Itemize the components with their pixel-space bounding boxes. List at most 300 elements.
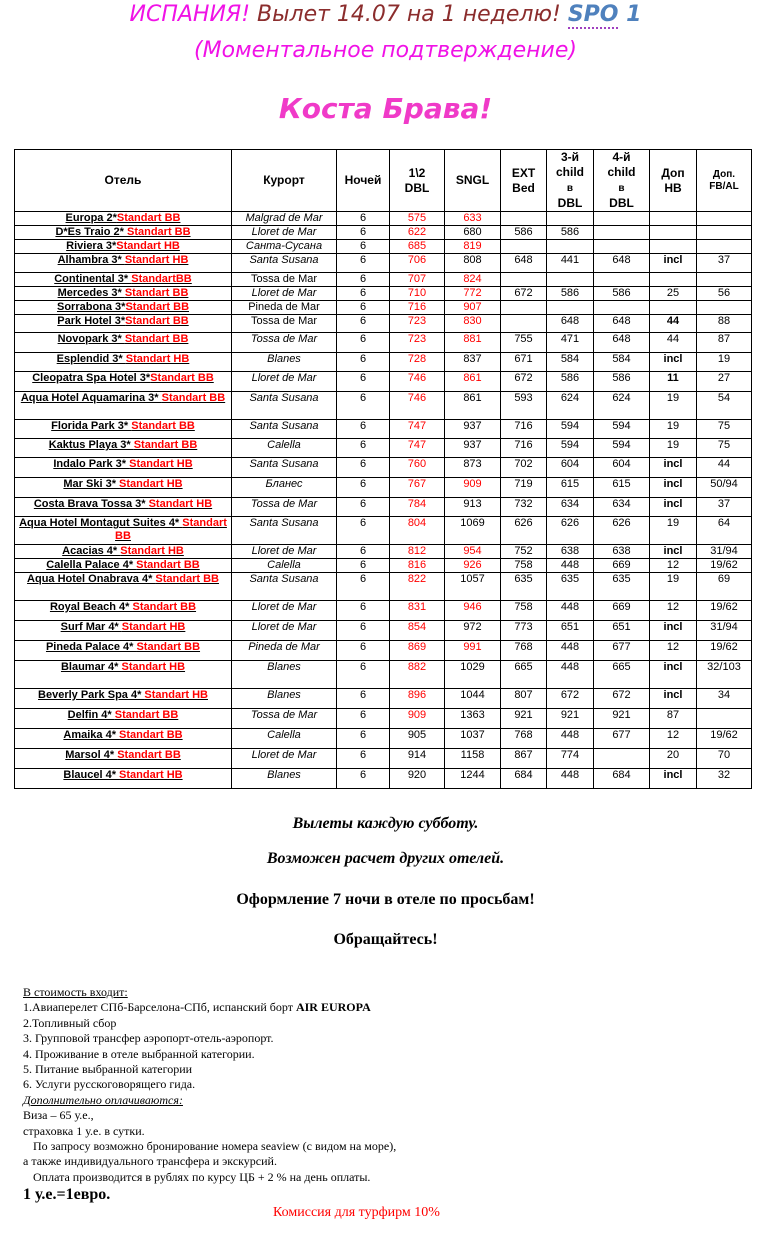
hotel-name[interactable]: Park Hotel 3* <box>57 315 126 327</box>
ext-bed-price: 626 <box>501 517 547 545</box>
extra-hb-price: incl <box>650 254 697 273</box>
hotel-name[interactable]: Indalo Park 3* <box>53 458 130 470</box>
hotel-name[interactable]: Mercedes 3* <box>57 287 125 299</box>
table-row <box>15 729 752 749</box>
resort-cell: Blanes <box>232 769 337 789</box>
nights-cell: 6 <box>337 749 390 769</box>
hotel-name[interactable]: Riviera 3* <box>66 240 117 252</box>
meal-plan[interactable]: Standart HB <box>119 478 183 490</box>
extra-hb-price: incl <box>650 458 697 478</box>
col-resort: Курорт <box>232 150 337 212</box>
hotel-name-cell <box>15 273 232 287</box>
sngl-price: 873 <box>445 458 501 478</box>
sngl-price: 1044 <box>445 689 501 709</box>
hotel-name[interactable]: Florida Park 3* <box>51 420 132 432</box>
hotel-name[interactable]: Alhambra 3* <box>57 254 125 266</box>
hotel-name[interactable]: Pineda Palace 4* <box>45 641 137 653</box>
extra-fb-al-price: 75 <box>697 439 752 458</box>
third-child-price: 448 <box>547 641 594 661</box>
departure-label: Вылет 14.07 на 1 неделю! <box>257 2 561 27</box>
extra-fb-al-price: 19 <box>697 353 752 372</box>
extra-hb-price <box>650 226 697 240</box>
third-child-price: 586 <box>547 287 594 301</box>
extra-hb-price: incl <box>650 353 697 372</box>
hotel-name[interactable]: Costa Brava Tossa 3* <box>33 498 149 510</box>
extra-hb-price: 87 <box>650 709 697 729</box>
included-item-transfer: 3. Групповой трансфер аэропорт-отель-аэропорт. <box>23 1031 274 1046</box>
ext-bed-price: 719 <box>501 478 547 498</box>
fourth-child-price <box>594 273 650 287</box>
table-row <box>15 212 752 226</box>
half-dbl-price: 707 <box>390 273 445 287</box>
fourth-child-price: 677 <box>594 641 650 661</box>
table-row <box>15 315 752 333</box>
extra-fb-al-price: 19/62 <box>697 729 752 749</box>
meal-plan[interactable]: Standart BB <box>132 601 197 613</box>
resort-cell: Pineda de Mar <box>232 641 337 661</box>
fourth-child-price: 635 <box>594 573 650 601</box>
meal-plan[interactable]: Standart HB <box>144 689 208 701</box>
half-dbl-price: 812 <box>390 545 445 559</box>
third-child-price: 638 <box>547 545 594 559</box>
extra-fb-al-price: 69 <box>697 573 752 601</box>
meal-plan[interactable]: Standart BB <box>161 392 226 404</box>
extra-visa: Виза – 65 у.е., <box>23 1108 94 1123</box>
hotel-name-cell <box>15 601 232 621</box>
nights-cell: 6 <box>337 641 390 661</box>
third-child-price <box>547 273 594 287</box>
sngl-price: 913 <box>445 498 501 517</box>
ext-bed-price <box>501 273 547 287</box>
hotel-name-cell <box>15 301 232 315</box>
meal-plan[interactable]: Standart BB <box>131 420 195 432</box>
third-child-price <box>547 240 594 254</box>
third-child-price: 448 <box>547 661 594 689</box>
resort-cell: Tossa de Mar <box>232 315 337 333</box>
meal-plan[interactable]: Standart BB <box>133 439 198 451</box>
fourth-child-price: 665 <box>594 661 650 689</box>
ext-bed-price: 593 <box>501 392 547 420</box>
resort-cell: Calella <box>232 729 337 749</box>
hotel-name[interactable]: Novopark 3* <box>57 333 125 345</box>
fourth-child-price: 634 <box>594 498 650 517</box>
ext-bed-price: 648 <box>501 254 547 273</box>
hotel-name[interactable]: Mar Ski 3* <box>63 478 120 490</box>
included-section <box>23 985 396 1205</box>
hotel-name[interactable]: Sorrabona 3* <box>56 301 126 313</box>
meal-plan[interactable]: Standart HB <box>116 240 180 252</box>
third-child-price: 651 <box>547 621 594 641</box>
third-child-price: 648 <box>547 315 594 333</box>
hotel-name[interactable]: Calella Palace 4* <box>46 559 137 571</box>
meal-plan[interactable]: Standart BB <box>117 749 181 761</box>
third-child-price: 586 <box>547 226 594 240</box>
hotel-name[interactable]: D*Es Traio 2* <box>55 226 127 238</box>
half-dbl-price: 914 <box>390 749 445 769</box>
meal-plan[interactable]: Standart HB <box>124 254 189 266</box>
table-row <box>15 601 752 621</box>
table-row <box>15 254 752 273</box>
third-child-price: 626 <box>547 517 594 545</box>
fourth-child-price: 584 <box>594 353 650 372</box>
third-child-price: 594 <box>547 420 594 439</box>
third-child-price <box>547 301 594 315</box>
extra-hb-price <box>650 212 697 226</box>
table-row <box>15 559 752 573</box>
extra-fb-al-price: 87 <box>697 333 752 353</box>
third-child-price: 604 <box>547 458 594 478</box>
hotel-name[interactable]: Aqua Hotel Montagut Suites 4* <box>19 517 183 529</box>
half-dbl-price: 854 <box>390 621 445 641</box>
sngl-price: 972 <box>445 621 501 641</box>
ext-bed-price: 672 <box>501 287 547 301</box>
fourth-child-price: 651 <box>594 621 650 641</box>
extra-fb-al-price: 34 <box>697 689 752 709</box>
half-dbl-price: 747 <box>390 439 445 458</box>
hotel-name[interactable]: Kaktus Playa 3* <box>48 439 134 451</box>
ext-bed-price: 752 <box>501 545 547 559</box>
resort-cell: Blanes <box>232 661 337 689</box>
third-child-price <box>547 212 594 226</box>
nights-cell: 6 <box>337 372 390 392</box>
third-child-price: 584 <box>547 353 594 372</box>
nights-cell: 6 <box>337 498 390 517</box>
included-item-accommodation: 4. Проживание в отеле выбранной категории. <box>23 1046 255 1061</box>
fourth-child-price: 594 <box>594 420 650 439</box>
half-dbl-price: 804 <box>390 517 445 545</box>
table-row <box>15 458 752 478</box>
hotel-name-cell <box>15 641 232 661</box>
fourth-child-price: 684 <box>594 769 650 789</box>
table-row <box>15 573 752 601</box>
third-child-price: 635 <box>547 573 594 601</box>
meal-plan[interactable]: Standart HB <box>125 353 190 365</box>
spo-label: SPO <box>567 2 619 27</box>
nights-cell: 6 <box>337 573 390 601</box>
meal-plan[interactable]: Standart HB <box>120 545 184 557</box>
half-dbl-price: 784 <box>390 498 445 517</box>
sngl-price: 937 <box>445 439 501 458</box>
included-heading: В стоимость входит: <box>23 985 128 999</box>
ext-bed-price: 716 <box>501 420 547 439</box>
hotel-name[interactable]: Marsol 4* <box>65 749 118 761</box>
meal-plan[interactable]: Standart BB <box>124 287 189 299</box>
extra-hb-price: incl <box>650 689 697 709</box>
note-individual-transfer: а также индивидуального трансфера и экскурсий. <box>23 1154 277 1169</box>
table-row <box>15 273 752 287</box>
extra-fb-al-price: 19/62 <box>697 641 752 661</box>
third-child-price: 471 <box>547 333 594 353</box>
fourth-child-price: 624 <box>594 392 650 420</box>
half-dbl-price: 746 <box>390 372 445 392</box>
extra-fb-al-price: 31/94 <box>697 621 752 641</box>
third-child-price: 921 <box>547 709 594 729</box>
meal-plan[interactable]: Standart BB <box>155 573 219 585</box>
table-row <box>15 353 752 372</box>
hotel-name-cell <box>15 689 232 709</box>
price-table <box>14 149 752 789</box>
hotel-name-cell <box>15 661 232 689</box>
hotel-name[interactable]: Beverly Park Spa 4* <box>38 689 145 701</box>
extra-fb-al-price: 44 <box>697 458 752 478</box>
nights-cell: 6 <box>337 212 390 226</box>
meal-plan[interactable]: Standart BB <box>136 641 201 653</box>
resort-cell: Santa Susana <box>232 458 337 478</box>
table-row <box>15 621 752 641</box>
half-dbl-price: 716 <box>390 301 445 315</box>
hotel-name[interactable]: Continental 3* <box>54 273 132 285</box>
third-child-price: 624 <box>547 392 594 420</box>
hotel-name[interactable]: Blaucel 4* <box>63 769 120 781</box>
extra-hb-price <box>650 301 697 315</box>
hotel-name[interactable]: Delfin 4* <box>67 709 115 721</box>
resort-cell: Santa Susana <box>232 392 337 420</box>
fourth-child-price: 586 <box>594 287 650 301</box>
ext-bed-price: 665 <box>501 661 547 689</box>
nights-cell: 6 <box>337 392 390 420</box>
half-dbl-price: 723 <box>390 333 445 353</box>
col-nights: Ночей <box>337 150 390 212</box>
ext-bed-price: 773 <box>501 621 547 641</box>
nights-cell: 6 <box>337 353 390 372</box>
nights-cell: 6 <box>337 420 390 439</box>
nights-cell: 6 <box>337 254 390 273</box>
note-other-hotels: Возможен расчет других отелей. <box>266 850 505 867</box>
included-item-fuel: 2.Топливный сбор <box>23 1015 117 1030</box>
nights-cell: 6 <box>337 240 390 254</box>
extra-fb-al-price: 19/62 <box>697 559 752 573</box>
nights-cell: 6 <box>337 729 390 749</box>
hotel-name-cell <box>15 517 232 545</box>
meal-plan[interactable]: Standart BB <box>124 333 189 345</box>
ext-bed-price: 672 <box>501 372 547 392</box>
sngl-price: 1069 <box>445 517 501 545</box>
resort-cell: Бланес <box>232 478 337 498</box>
extra-fb-al-price <box>697 226 752 240</box>
spo-number: 1 <box>626 2 642 27</box>
nights-cell: 6 <box>337 621 390 641</box>
half-dbl-price: 723 <box>390 315 445 333</box>
hotel-name[interactable]: Aqua Hotel Onabrava 4* <box>27 573 156 585</box>
nights-cell: 6 <box>337 333 390 353</box>
extra-fb-al-price: 19/62 <box>697 601 752 621</box>
extra-hb-price: incl <box>650 621 697 641</box>
hotel-name[interactable]: Amaika 4* <box>63 729 120 741</box>
ext-bed-price: 755 <box>501 333 547 353</box>
sngl-price: 926 <box>445 559 501 573</box>
hotel-name[interactable]: Blaumar 4* <box>60 661 122 673</box>
hotel-name-cell <box>15 621 232 641</box>
table-row <box>15 498 752 517</box>
sngl-price: 861 <box>445 372 501 392</box>
meal-plan[interactable]: Standart BB <box>119 729 183 741</box>
ext-bed-price: 758 <box>501 559 547 573</box>
note-departures: Вылеты каждую субботу. <box>292 815 479 832</box>
meal-plan[interactable]: StandartBB <box>131 273 192 285</box>
sngl-price: 881 <box>445 333 501 353</box>
extra-hb-price: incl <box>650 478 697 498</box>
col-half-dbl: 1\2 DBL <box>390 150 445 212</box>
resort-cell: Lloret de Mar <box>232 601 337 621</box>
table-row <box>15 226 752 240</box>
header-subtitle: (Моментальное подтверждение) <box>194 38 577 63</box>
half-dbl-price: 767 <box>390 478 445 498</box>
extra-fb-al-price <box>697 212 752 226</box>
half-dbl-price: 896 <box>390 689 445 709</box>
extra-fb-al-price: 32/103 <box>697 661 752 689</box>
nights-cell: 6 <box>337 315 390 333</box>
included-item-guide: 6. Услуги русскоговорящего гида. <box>23 1077 196 1092</box>
table-row <box>15 240 752 254</box>
sngl-price: 837 <box>445 353 501 372</box>
resort-cell: Calella <box>232 439 337 458</box>
half-dbl-price: 575 <box>390 212 445 226</box>
fourth-child-price: 669 <box>594 559 650 573</box>
sngl-price: 1158 <box>445 749 501 769</box>
nights-cell: 6 <box>337 545 390 559</box>
resort-cell: Calella <box>232 559 337 573</box>
hotel-name-cell <box>15 709 232 729</box>
table-row <box>15 517 752 545</box>
sngl-price: 830 <box>445 315 501 333</box>
half-dbl-price: 822 <box>390 573 445 601</box>
sngl-price: 1244 <box>445 769 501 789</box>
resort-cell: Santa Susana <box>232 573 337 601</box>
hotel-name-cell <box>15 254 232 273</box>
country-label: ИСПАНИЯ! <box>129 2 251 27</box>
extra-hb-price <box>650 273 697 287</box>
hotel-name[interactable]: Esplendid 3* <box>56 353 126 365</box>
table-row <box>15 545 752 559</box>
extra-fb-al-price: 50/94 <box>697 478 752 498</box>
half-dbl-price: 710 <box>390 287 445 301</box>
extra-insurance: страховка 1 у.е. в сутки. <box>23 1123 145 1138</box>
included-item-meals: 5. Питание выбранной категории <box>23 1062 193 1077</box>
extra-fb-al-price: 37 <box>697 498 752 517</box>
nights-cell: 6 <box>337 661 390 689</box>
meal-plan[interactable]: Standart HB <box>121 661 186 673</box>
hotel-name[interactable]: Europa 2* <box>65 212 117 224</box>
nights-cell: 6 <box>337 287 390 301</box>
third-child-price: 594 <box>547 439 594 458</box>
hotel-name-cell <box>15 729 232 749</box>
hotel-name[interactable]: Acacias 4* <box>62 545 121 557</box>
hotel-name[interactable]: Cleopatra Spa Hotel 3* <box>32 372 151 384</box>
nights-cell: 6 <box>337 709 390 729</box>
extra-hb-price: 12 <box>650 559 697 573</box>
col-extra-fb-al: Доп. FB/AL <box>697 150 752 212</box>
fourth-child-price: 921 <box>594 709 650 729</box>
half-dbl-price: 728 <box>390 353 445 372</box>
meal-plan[interactable]: Standart BB <box>114 709 179 721</box>
meal-plan[interactable]: Standart HB <box>121 621 186 633</box>
sngl-price: 937 <box>445 420 501 439</box>
sngl-price: 907 <box>445 301 501 315</box>
resort-cell: Tossa de Mar <box>232 273 337 287</box>
meal-plan[interactable]: Standart BB <box>136 559 200 571</box>
hotel-name[interactable]: Surf Mar 4* <box>60 621 122 633</box>
nights-cell: 6 <box>337 273 390 287</box>
half-dbl-price: 905 <box>390 729 445 749</box>
half-dbl-price: 747 <box>390 420 445 439</box>
table-row <box>15 661 752 689</box>
hotel-name-cell <box>15 226 232 240</box>
nights-cell: 6 <box>337 458 390 478</box>
hotel-name[interactable]: Royal Beach 4* <box>49 601 133 613</box>
meal-plan[interactable]: Standart HB <box>119 769 183 781</box>
fourth-child-price: 648 <box>594 333 650 353</box>
extra-hb-price: 19 <box>650 392 697 420</box>
meal-plan[interactable]: Standart BB <box>115 517 227 542</box>
meal-plan[interactable]: Standart HB <box>129 458 193 470</box>
ext-bed-price: 768 <box>501 641 547 661</box>
extra-hb-price: 12 <box>650 729 697 749</box>
third-child-price: 448 <box>547 601 594 621</box>
meal-plan[interactable]: Standart BB <box>116 212 181 224</box>
agency-commission: Комиссия для турфирм 10% <box>273 1205 440 1220</box>
hotel-name-cell <box>15 573 232 601</box>
sngl-price: 946 <box>445 601 501 621</box>
half-dbl-price: 706 <box>390 254 445 273</box>
half-dbl-price: 760 <box>390 458 445 478</box>
resort-cell: Santa Susana <box>232 517 337 545</box>
resort-cell: Malgrad de Mar <box>232 212 337 226</box>
ext-bed-price: 732 <box>501 498 547 517</box>
third-child-price: 441 <box>547 254 594 273</box>
extra-fb-al-price <box>697 240 752 254</box>
extra-heading: Дополнительно оплачиваются: <box>23 1092 183 1107</box>
half-dbl-price: 831 <box>390 601 445 621</box>
extra-fb-al-price <box>697 301 752 315</box>
sngl-price: 861 <box>445 392 501 420</box>
meal-plan[interactable]: Standart BB <box>125 315 189 327</box>
meal-plan[interactable]: Standart BB <box>125 301 190 313</box>
sngl-price: 954 <box>445 545 501 559</box>
ext-bed-price: 758 <box>501 601 547 621</box>
table-row <box>15 372 752 392</box>
hotel-name-cell <box>15 458 232 478</box>
extra-hb-price: 12 <box>650 601 697 621</box>
sngl-price: 1029 <box>445 661 501 689</box>
hotel-name-cell <box>15 749 232 769</box>
fourth-child-price <box>594 749 650 769</box>
sngl-price: 772 <box>445 287 501 301</box>
hotel-name[interactable]: Aqua Hotel Aquamarina 3* <box>20 392 162 404</box>
col-ext-bed: EXT Bed <box>501 150 547 212</box>
hotel-name-cell <box>15 498 232 517</box>
table-row <box>15 439 752 458</box>
fourth-child-price: 604 <box>594 458 650 478</box>
hotel-name-cell <box>15 372 232 392</box>
ext-bed-price: 671 <box>501 353 547 372</box>
meal-plan[interactable]: Standart BB <box>126 226 191 238</box>
ext-bed-price: 684 <box>501 769 547 789</box>
meal-plan[interactable]: Standart HB <box>148 498 213 510</box>
hotel-name-cell <box>15 559 232 573</box>
resort-cell: Tossa de Mar <box>232 333 337 353</box>
ext-bed-price: 702 <box>501 458 547 478</box>
extra-hb-price: incl <box>650 769 697 789</box>
included-item-flight: 1.Авиаперелет СПб-Барселона-СПб, испанский борт AIR EUROPA <box>23 1000 371 1015</box>
hotel-name-cell <box>15 333 232 353</box>
fourth-child-price: 638 <box>594 545 650 559</box>
hotel-name-cell <box>15 769 232 789</box>
meal-plan[interactable]: Standart BB <box>150 372 214 384</box>
third-child-price: 634 <box>547 498 594 517</box>
hotel-name-cell <box>15 212 232 226</box>
sngl-price: 1057 <box>445 573 501 601</box>
fourth-child-price: 672 <box>594 689 650 709</box>
